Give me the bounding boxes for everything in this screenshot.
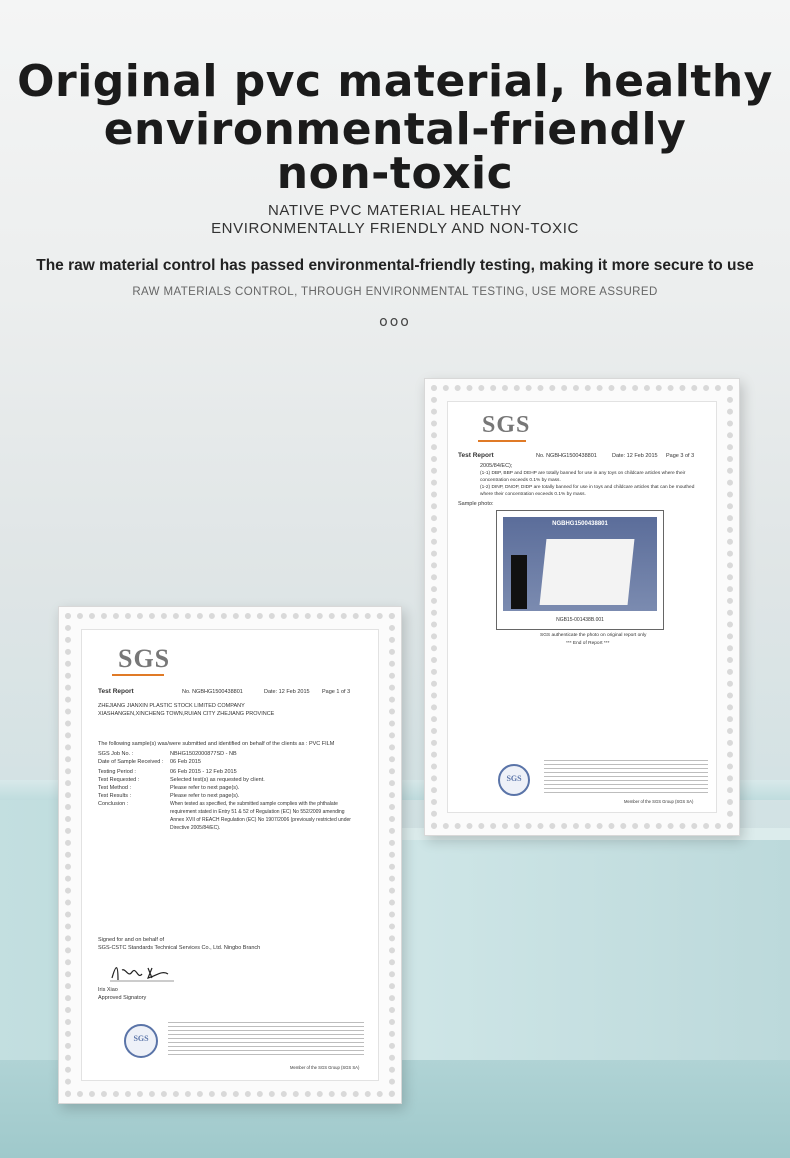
field-label: Test Results : <box>98 793 132 799</box>
body-line: 2005/84/EC); <box>480 463 513 469</box>
field-value: 06 Feb 2015 <box>170 759 201 765</box>
field-value: When tested as specified, the submitted sample complies with the phthalate <box>170 801 338 807</box>
field-value: Selected test(s) as requested by client. <box>170 777 265 783</box>
signatory-role: Approved Signatory <box>98 995 147 1001</box>
decorative-dots: ooo <box>379 314 411 330</box>
field-label: Conclusion : <box>98 801 129 807</box>
client-address: XIASHANGEN,XINCHENG TOWN,RUIAN CITY ZHEJIANG PROVINCE <box>98 711 275 717</box>
field-label: Testing Period : <box>98 769 136 775</box>
certificate-page-1 <box>81 629 379 1081</box>
subtitle-line-1: NATIVE PVC MATERIAL HEALTHY <box>267 202 523 219</box>
headline-line-1: Original pvc material, healthy <box>17 56 773 107</box>
headline-line-3: non-toxic <box>276 148 514 199</box>
signed-line-1: Signed for and on behalf of <box>98 937 165 943</box>
field-label: Test Method : <box>98 785 132 791</box>
conclusion-line: requirement stated in Entry 51 & 52 of Regulation (EC) No 552/2009 amending <box>170 809 345 815</box>
signature-icon <box>108 960 178 984</box>
member-note: Member of the SGS Group (SGS SA) <box>624 799 694 804</box>
authenticate-note: SGS authenticate the photo on original report only <box>540 633 647 638</box>
report-page: Page 1 of 3 <box>322 689 351 695</box>
field-value: 06 Feb 2015 - 12 Feb 2015 <box>170 769 237 775</box>
headline-line-2: environmental-friendly <box>103 104 687 155</box>
legal-fine-print <box>168 1022 364 1058</box>
body-line: (1-1) DBP, BBP and DEHP are totally banned for use in any toys on childcare articles where their <box>480 471 686 476</box>
field-value: NBHG1502000877SD - NB <box>170 751 237 757</box>
end-of-report: *** End of Report *** <box>566 641 610 646</box>
photo-tag: NGBHG1500438801 <box>552 521 608 527</box>
body-line: where their concentration exceeds 0.1% by mass. <box>480 492 586 497</box>
report-heading: Test Report <box>98 688 134 695</box>
certificate-frame-left <box>58 606 402 1104</box>
pvc-film-sample <box>540 539 635 605</box>
field-value: Please refer to next page(s). <box>170 793 240 799</box>
sgs-logo: SGS <box>118 644 171 673</box>
sgs-seal: SGS <box>124 1024 158 1058</box>
report-page: Page 3 of 3 <box>666 453 695 459</box>
signatory-name: Iris Xiao <box>98 987 118 993</box>
body-line: concentration exceeds 0.1% by mass. <box>480 478 561 483</box>
member-note: Member of the SGS Group (SGS SA) <box>290 1065 360 1070</box>
signature <box>108 960 178 988</box>
sgs-logo: SGS <box>482 412 531 438</box>
photo-ruler <box>511 555 527 609</box>
signed-line-2: SGS-CSTC Standards Technical Services Co., Ltd. Ningbo Branch <box>98 945 261 951</box>
report-number: No. NGBHG1500438801 <box>536 453 597 459</box>
field-label: SGS Job No. : <box>98 751 134 757</box>
conclusion-line: Directive 2005/84/EC). <box>170 825 221 831</box>
logo-underline <box>112 674 164 676</box>
photo-caption: NGB15-001438B.001 <box>556 617 604 623</box>
report-heading: Test Report <box>458 452 494 459</box>
client-company: ZHEJIANG JIANXIN PLASTIC STOCK LIMITED COMPANY <box>98 703 245 709</box>
report-date: Date: 12 Feb 2015 <box>612 453 658 459</box>
field-label: Test Requested : <box>98 777 140 783</box>
photo-background <box>503 517 657 611</box>
sample-photo-label: Sample photo: <box>458 501 494 507</box>
field-value: Please refer to next page(s). <box>170 785 240 791</box>
tagline: The raw material control has passed environmental-friendly testing, making it more secure to use <box>36 257 754 274</box>
sample-photo <box>496 510 664 630</box>
field-label: Date of Sample Received : <box>98 759 164 765</box>
body-line: (1-2) DINP, DNOP, DIDP are totally banned for use in toys and childcare articles that can be mouthed <box>480 485 695 490</box>
subtitle-line-2: ENVIRONMENTALLY FRIENDLY AND NON-TOXIC <box>211 220 579 237</box>
logo-underline <box>478 440 526 442</box>
certificate-page-3 <box>447 401 717 813</box>
intro-line: The following sample(s) was/were submitted and identified on behalf of the clients as : PVC FILM <box>98 741 335 747</box>
certificate-frame-right <box>424 378 740 836</box>
legal-fine-print <box>544 760 708 794</box>
tagline-sub: RAW MATERIALS CONTROL, THROUGH ENVIRONMENTAL TESTING, USE MORE ASSURED <box>132 286 658 298</box>
report-number: No. NGBHG1500438801 <box>182 689 243 695</box>
conclusion-line: Annex XVII of REACH Regulation (EC) No 1907/2006 (previously restricted under <box>170 817 351 823</box>
sgs-seal: SGS <box>498 764 530 796</box>
report-date: Date: 12 Feb 2015 <box>264 689 310 695</box>
